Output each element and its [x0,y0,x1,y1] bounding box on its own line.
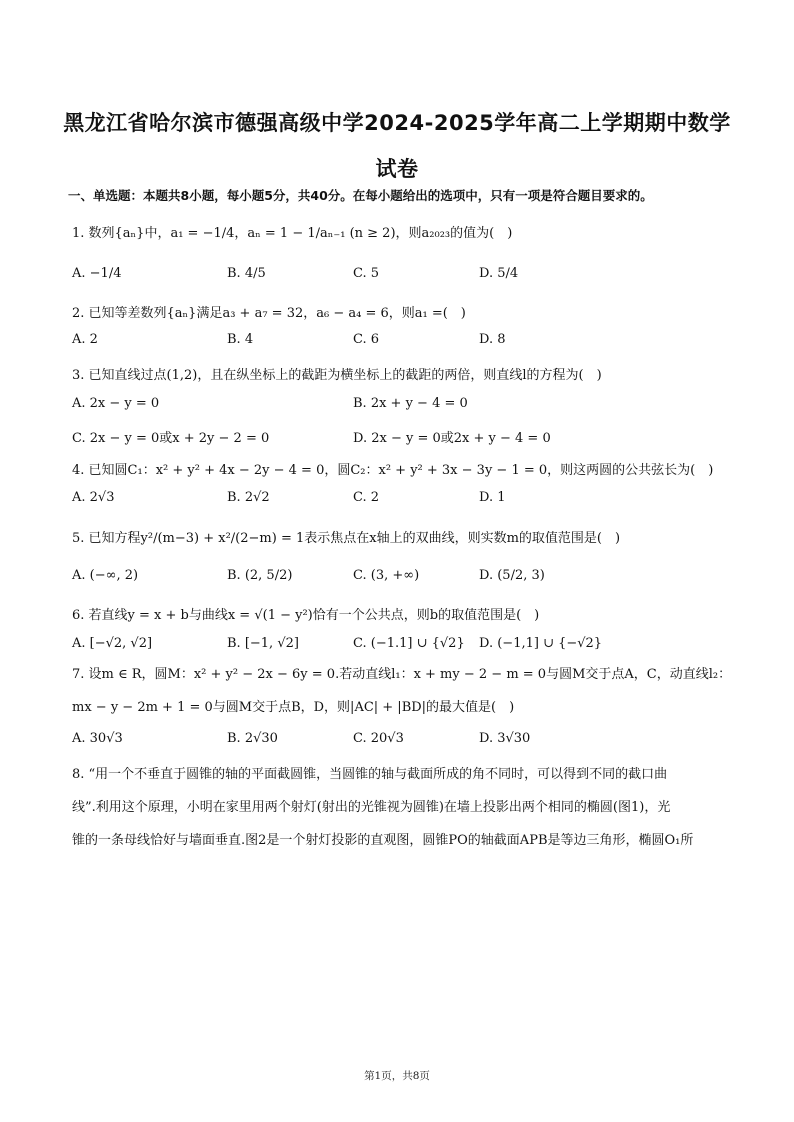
option-a: A. 2x − y = 0 [72,396,160,411]
question-8-line-2: 线”.利用这个原理，小明在家里用两个射灯(射出的光锥视为圆锥)在墙上投影出两个相同的椭圆(图1)，光 [72,800,671,815]
option-c: C. 2 [353,490,380,505]
question-8-line-1: 8. “用一个不垂直于圆锥的轴的平面截圆锥，当圆锥的轴与截面所成的角不同时，可以得到不同的截口曲 [72,767,668,782]
option-b: B. 4 [227,332,254,347]
question-7-stem [72,658,734,724]
question-7-line-2: mx − y − 2m + 1 = 0与圆M交于点B，D，则|AC| + |BD|的最大值是( ) [72,700,515,715]
option-d: D. (5/2, 3) [479,568,545,583]
question-1-stem: 1. 数列{aₙ}中，a₁ = −1/4，aₙ = 1 − 1/aₙ₋₁ (n ≥ 2)，则a₂₀₂₃的值为( ) [72,226,513,241]
title-line-2: 试卷 [375,157,419,181]
option-b: B. 4/5 [227,266,266,281]
question-1-options [72,266,734,288]
question-3-options-row-1 [72,396,734,418]
option-a: A. 30√3 [72,731,123,746]
question-7-line-1: 7. 设m ∈ R，圆M：x² + y² − 2x − 6y = 0.若动直线l₁：x + my − 2 − m = 0与圆M交于点A，C，动直线l₂： [72,667,732,682]
option-c: C. (3, +∞) [353,568,420,583]
page-footer: 第1页，共8页 [364,1070,430,1082]
option-d: D. 1 [479,490,506,505]
option-c: C. 20√3 [353,731,404,746]
title-line-1: 黑龙江省哈尔滨市德强高级中学2024-2025学年高二上学期期中数学 [63,111,731,135]
option-c: C. 6 [353,332,380,347]
option-a: A. 2 [72,332,98,347]
option-d: D. 8 [479,332,506,347]
option-c: C. (−1.1] ∪ {√2} [353,636,465,651]
question-6-options [72,636,734,658]
question-8-line-3: 锥的一条母线恰好与墙面垂直.图2是一个射灯投影的直观图，圆锥PO的轴截面APB是等边三角形，椭圆O₁所 [72,833,694,848]
option-b: B. 2√30 [227,731,278,746]
question-7-options [72,731,734,753]
option-c: C. 5 [353,266,380,281]
option-a: A. 2√3 [72,490,115,505]
question-3-stem: 3. 已知直线过点(1,2)，且在纵坐标上的截距为横坐标上的截距的两倍，则直线l的方程为( ) [72,368,602,383]
question-5-stem: 5. 已知方程y²/(m−3) + x²/(2−m) = 1表示焦点在x轴上的双曲线，则实数m的取值范围是( ) [72,531,621,546]
page-title [60,100,734,192]
option-b: B. (2, 5/2) [227,568,293,583]
option-b: B. [−1, √2] [227,636,299,651]
question-2-stem: 2. 已知等差数列{aₙ}满足a₃ + a₇ = 32，a₆ − a₄ = 6，则a₁ =( ) [72,306,466,321]
option-c: C. 2x − y = 0或x + 2y − 2 = 0 [72,431,270,446]
option-a: A. (−∞, 2) [72,568,139,583]
question-8-stem [72,758,734,857]
question-6-stem: 6. 若直线y = x + b与曲线x = √(1 − y²)恰有一个公共点，则b的取值范围是( ) [72,608,540,623]
option-b: B. 2√2 [227,490,270,505]
question-4-options [72,490,734,512]
question-3-options-row-2 [72,427,734,449]
question-4-stem: 4. 已知圆C₁：x² + y² + 4x − 2y − 4 = 0，圆C₂：x² + y² + 3x − 3y − 1 = 0，则这两圆的公共弦长为( ) [72,463,714,478]
question-5-options [72,568,734,590]
option-b: B. 2x + y − 4 = 0 [353,396,468,411]
option-d: D. (−1,1] ∪ {−√2} [479,636,603,651]
question-2-options [72,332,734,354]
option-d: D. 2x − y = 0或2x + y − 4 = 0 [353,431,551,446]
option-d: D. 5/4 [479,266,519,281]
section-heading: 一、单选题：本题共8小题，每小题5分，共40分。在每小题给出的选项中，只有一项是符合题目要求的。 [68,188,653,203]
option-d: D. 3√30 [479,731,531,746]
option-a: A. [−√2, √2] [72,636,153,651]
option-a: A. −1/4 [72,266,122,281]
